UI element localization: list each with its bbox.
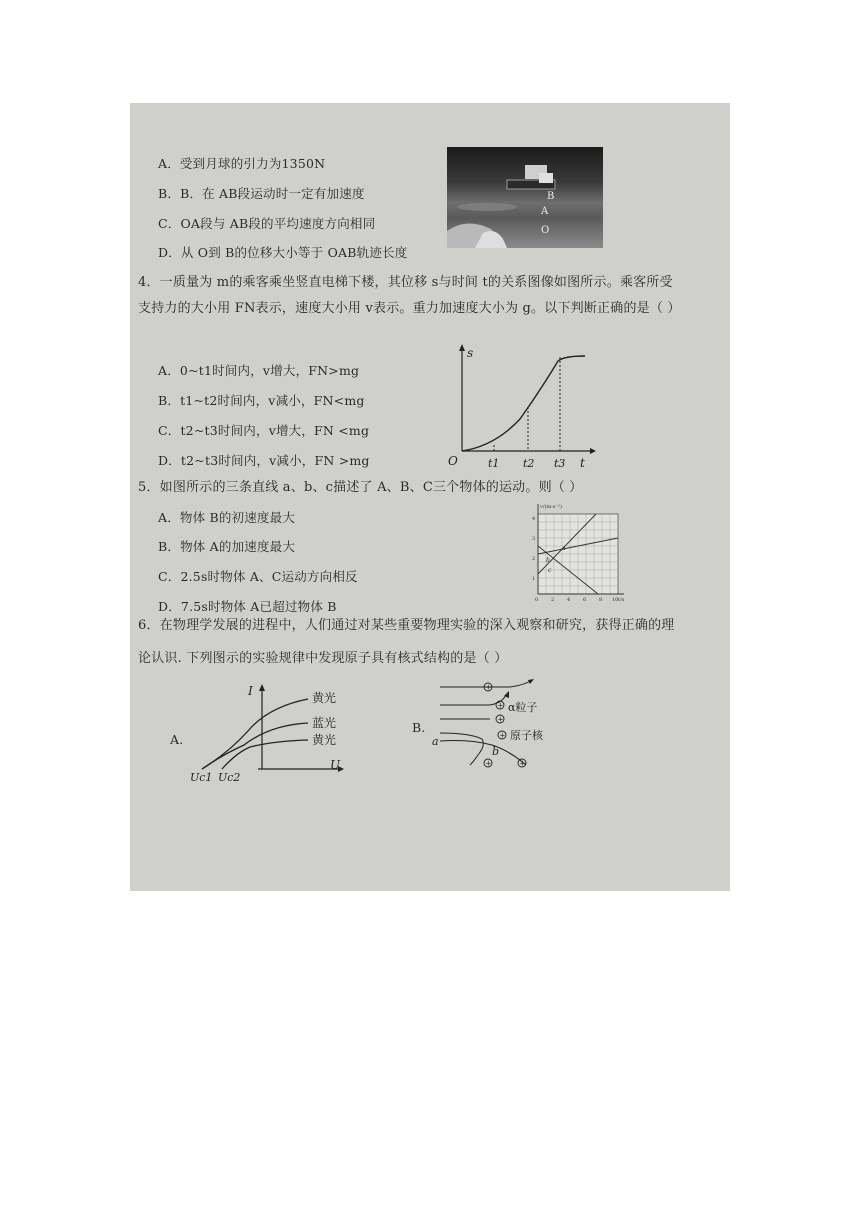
- q4-stem-line1: 4．一质量为 m的乘客乘坐竖直电梯下楼，其位移 s与时间 t的关系图像如图所示。乘客所受: [138, 275, 673, 290]
- svg-text:+: +: [499, 731, 506, 740]
- q4-axis-t: t: [580, 456, 585, 470]
- lunar-rover-photo: [447, 147, 603, 248]
- q6b-nucleus-label: 原子核: [510, 729, 543, 742]
- q6a-axis-u: U: [330, 758, 341, 772]
- q6-alpha-scattering-diagram: [430, 679, 560, 775]
- q5-ytick-1: 1: [532, 576, 536, 582]
- q5-option-d: D．7.5s时物体 A已超过物体 B: [158, 599, 337, 614]
- q6-stem-line1: 6．在物理学发展的进程中，人们通过对某些重要物理实验的深入观察和研究，获得正确的理: [138, 618, 675, 633]
- exam-sheet-photo: [130, 103, 730, 891]
- q6b-path-b: b: [492, 745, 500, 758]
- q6a-curve-blue: 蓝光: [312, 716, 337, 730]
- q3-option-c: C．OA段与 AB段的平均速度方向相同: [158, 216, 376, 231]
- q6a-curve-yellow-1: 黄光: [312, 691, 337, 705]
- q4-stem-line2: 支持力的大小用 FN表示，速度大小用 v表示。重力加速度大小为 g。以下判断正确的是（ ）: [138, 301, 681, 316]
- q6-photoelectric-graph: [188, 683, 358, 783]
- q5-option-b: B．物体 A的加速度最大: [158, 539, 296, 554]
- q5-line-c-label: c: [548, 567, 552, 574]
- svg-text:+: +: [485, 759, 492, 768]
- q5-xtick-2: 2: [551, 597, 555, 603]
- q5-xtick-0: 0: [535, 597, 539, 603]
- q4-displacement-time-graph: [440, 341, 600, 473]
- q6-stem-line2: 论认识. 下列图示的实验规律中发现原子具有核式结构的是（ ）: [138, 651, 508, 666]
- q4-axis-s: s: [467, 346, 474, 360]
- q5-line-b-label: b: [546, 557, 550, 564]
- photo-label-a: A: [541, 206, 549, 217]
- q5-xtick-4: 4: [567, 597, 571, 603]
- q5-ytick-2: 2: [532, 556, 536, 562]
- q4-option-a: A．0~t1时间内，v增大，FN>mg: [158, 363, 360, 378]
- q5-ytick-3: 3: [532, 536, 536, 542]
- q4-tick-t3: t3: [554, 457, 566, 470]
- q5-axis-v: v/(m·s⁻¹): [540, 504, 562, 510]
- q5-stem: 5．如图所示的三条直线 a、b、c描述了 A、B、C三个物体的运动。则（ ）: [138, 480, 583, 495]
- q6a-uc2: Uc2: [218, 771, 241, 783]
- q4-option-d: D．t2~t3时间内，v减小，FN >mg: [158, 453, 370, 468]
- q5-line-a-label: a: [562, 545, 566, 552]
- svg-text:+: +: [485, 683, 492, 692]
- q3-option-d: D．从 O到 B的位移大小等于 OAB轨迹长度: [158, 245, 408, 260]
- q5-xtick-10: 10: [612, 597, 619, 603]
- q6a-axis-i: I: [248, 684, 253, 698]
- q4-origin: O: [448, 454, 458, 468]
- q4-option-b: B．t1~t2时间内，v减小，FN<mg: [158, 393, 365, 408]
- q4-tick-t2: t2: [523, 457, 535, 470]
- q6b-alpha-label: α粒子: [508, 701, 538, 714]
- q4-tick-t1: t1: [488, 457, 500, 470]
- q5-ytick-4: 4: [532, 516, 536, 522]
- svg-text:+: +: [519, 759, 526, 768]
- q4-option-c: C．t2~t3时间内，v增大，FN <mg: [158, 423, 370, 438]
- svg-text:+: +: [497, 715, 504, 724]
- q6-option-b-label: B.: [412, 720, 426, 735]
- q5-xtick-6: 6: [583, 597, 587, 603]
- photo-label-o: O: [541, 225, 550, 236]
- q6-option-a-label: A.: [170, 732, 184, 747]
- q6b-path-a: a: [432, 735, 439, 748]
- q3-option-a: A．受到月球的引力为1350N: [158, 156, 326, 171]
- q5-axis-t: t/s: [618, 597, 625, 603]
- q5-option-a: A．物体 B的初速度最大: [158, 510, 296, 525]
- q5-xtick-8: 8: [599, 597, 603, 603]
- photo-label-b: B: [547, 191, 555, 202]
- q3-option-b: B．B．在 AB段运动时一定有加速度: [158, 186, 365, 201]
- q6a-uc1: Uc1: [190, 771, 213, 783]
- q5-option-c: C．2.5s时物体 A、C运动方向相反: [158, 569, 358, 584]
- q6a-curve-yellow-2: 黄光: [312, 733, 337, 747]
- q5-velocity-time-graph: [526, 500, 626, 604]
- svg-text:+: +: [497, 701, 504, 710]
